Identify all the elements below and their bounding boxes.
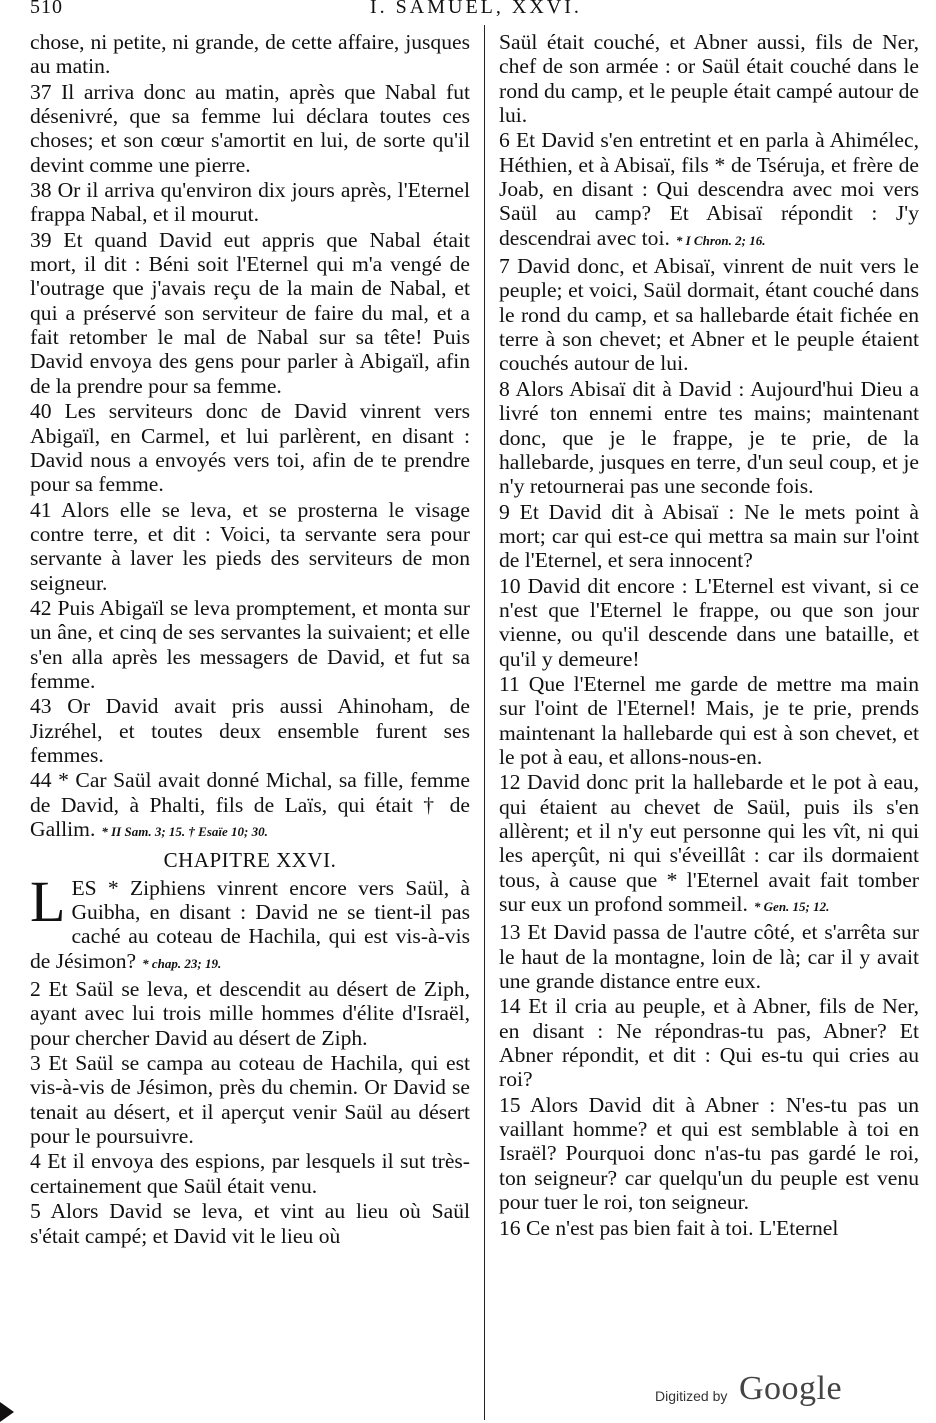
verse: 39 Et quand David eut appris que Nabal était mort, il dit : Béni soit l'Eternel qui m'a vengé de l'outrage que j'avais reçu de la main de Nabal, et qui a préservé son serviteur de faire du mal, et a fait retomber le mal de Nabal sur sa tête! Puis David envoya des gens pour parler à Abigaïl, afin de la prendre pour sa femme. bbox=[30, 227, 470, 398]
verse: 42 Puis Abigaïl se leva promptement, et monta sur un âne, et cinq de ses servantes la suivaient; et elle s'en alla après les messagers de David, et fut sa femme. bbox=[30, 595, 470, 693]
verse: 37 Il arriva donc au matin, après que Nabal fut désenivré, que sa femme lui déclara toutes ces choses; et son cœur s'amortit en lui, de sorte qu'il devint comme une pierre. bbox=[30, 79, 470, 177]
verse: 9 Et David dit à Abisaï : Ne le mets point à mort; car qui est-ce qui mettra sa main sur l'oint de l'Eternel, et sera innocent? bbox=[499, 499, 919, 573]
verse: 2 Et Saül se leva, et descendit au désert de Ziph, ayant avec lui trois mille hommes d'élite d'Israël, pour chercher David au désert de Ziph. bbox=[30, 977, 470, 1050]
verse: 7 David donc, et Abisaï, vinrent de nuit vers le peuple; et voici, Saül dormait, étant couché dans le rond du camp, et sa hallebarde était fichée en terre à son chevet; et Abner et le peuple étaient couchés autour de lui. bbox=[499, 254, 919, 376]
page-corner-mark bbox=[0, 1402, 14, 1422]
verse: 14 Et il cria au peuple, et à Abner, fils de Ner, en disant : Ne répondras-tu pas, Abner? Et Abner répondit, et dit : Qui es-tu qui cries au roi? bbox=[499, 994, 919, 1092]
chapter-title: CHAPITRE XXVI. bbox=[163, 848, 337, 873]
verse: Saül était couché, et Abner aussi, fils de Ner, chef de son armée : or Saül était couché dans le rond du camp, et le peuple était campé autour de lui. bbox=[499, 30, 919, 128]
verses-top bbox=[30, 30, 470, 844]
verse: 12 David donc prit la hallebarde et le pot à eau, qui étaient au chevet de Saül, puis ils s'en allèrent; et il n'y eut personne qui les vît, ni qui les aperçût, ni qui s'éveillât : car ils dormaient tous, à cause que * l'Eternel avait fait tomber sur eux un profond sommeil. * Gen. 15; 12. bbox=[499, 770, 919, 917]
verse: 8 Alors Abisaï dit à David : Aujourd'hui Dieu a livré ton ennemi entre tes mains; maintenant donc, que je le frappe, je te prie, de la hallebarde, jusques en terre, d'un seul coup, et je n'y retournerai pas une seconde fois. bbox=[499, 376, 919, 499]
verse: chose, ni petite, ni grande, de cette affaire, jusques au matin. bbox=[30, 30, 470, 79]
cross-reference: * chap. 23; 19. bbox=[142, 955, 222, 971]
verse: 11 Que l'Eternel me garde de mettre ma main sur l'oint de l'Eternel! Mais, je te prie, prends maintenant la hallebarde qui est à son chevet, et le pot à eau, et allons-nous-en. bbox=[499, 671, 919, 769]
right-column bbox=[499, 30, 919, 1241]
verse: 38 Or il arriva qu'environ dix jours après, l'Eternel frappa Nabal, et il mourut. bbox=[30, 178, 470, 227]
running-head: I. SAMUEL, XXVI. bbox=[370, 0, 582, 18]
verse: 13 Et David passa de l'autre côté, et s'arrêta sur le haut de la montagne, loin de là; car il y avait une grande distance entre eux. bbox=[499, 920, 919, 994]
verse: 10 David dit encore : L'Eternel est vivant, si ce n'est que l'Eternel le frappe, ou que son jour vienne, ou qu'il descende dans une bataille, et qu'il y demeure! bbox=[499, 573, 919, 671]
verse: 16 Ce n'est pas bien fait à toi. L'Eternel bbox=[499, 1215, 839, 1240]
verse: 3 Et Saül se campa au coteau de Hachila, qui est vis-à-vis de Jésimon, près du chemin. Or David se tenait au désert, et il aperçut venir Saül au désert pour le poursuivre. bbox=[30, 1051, 470, 1149]
left-column bbox=[30, 30, 470, 1249]
cross-reference: * I Chron. 2; 16. bbox=[675, 232, 766, 248]
page-header bbox=[0, 0, 936, 22]
verse: 6 Et David s'en entretint et en parla à Ahimélec, Héthien, et à Abisaï, fils * de Tséruja, et frère de Joab, en disant : Qui descendra avec moi vers Saül au camp? Et Abisaï répondit : J'y descendrai avec toi. * I Chron. 2; 16. bbox=[499, 128, 919, 250]
digitized-label: Digitized by bbox=[655, 1388, 728, 1404]
verse: 4 Et il envoya des espions, par lesquels il sut très-certainement que Saül était venu. bbox=[30, 1149, 470, 1198]
google-logo: Google bbox=[739, 1370, 843, 1407]
digitized-watermark bbox=[655, 1370, 915, 1410]
verse: 15 Alors David dit à Abner : N'es-tu pas un vaillant homme? et qui est semblable à toi en Israël? Pourquoi donc n'as-tu pas gardé le roi, ton seigneur? car quelqu'un du peuple est venu pour tuer le roi, ton seigneur. bbox=[499, 1092, 919, 1215]
drop-cap: L bbox=[30, 868, 66, 934]
verse: 44 * Car Saül avait donné Michal, sa fille, femme de David, à Phalti, fils de Laïs, qui était † de Gallim. * II Sam. 3; 15. † Esaïe 10; 30. bbox=[30, 768, 470, 841]
verse: 41 Alors elle se leva, et se prosterna le visage contre terre, et dit : Voici, ta servante sera pour servante à laver les pieds des serviteurs de mon seigneur. bbox=[30, 497, 470, 595]
column-divider bbox=[484, 25, 485, 1420]
verse: 40 Les serviteurs donc de David vinrent vers Abigaïl, en Carmel, et lui parlèrent, en disant : David nous a envoyés vers toi, afin de te prendre pour sa femme. bbox=[30, 399, 470, 497]
verse: 43 Or David avait pris aussi Ahinoham, de Jizréhel, et toutes deux ensemble furent ses femmes. bbox=[30, 694, 470, 767]
cross-reference: * II Sam. 3; 15. † Esaïe 10; 30. bbox=[101, 824, 268, 839]
verse: 5 Alors David se leva, et vint au lieu où Saül s'était campé; et David vit le lieu où bbox=[30, 1199, 470, 1248]
cross-reference: * Gen. 15; 12. bbox=[753, 899, 830, 915]
verses-bottom bbox=[30, 977, 470, 1248]
verse-1: LES * Ziphiens vinrent encore vers Saül, à Guibha, en disant : David ne se tient-il pas caché au coteau de Hachila, qui est vis-à-vis de Jésimon? * chap. 23; 19. bbox=[30, 868, 470, 973]
page-number: 510 bbox=[30, 0, 63, 18]
